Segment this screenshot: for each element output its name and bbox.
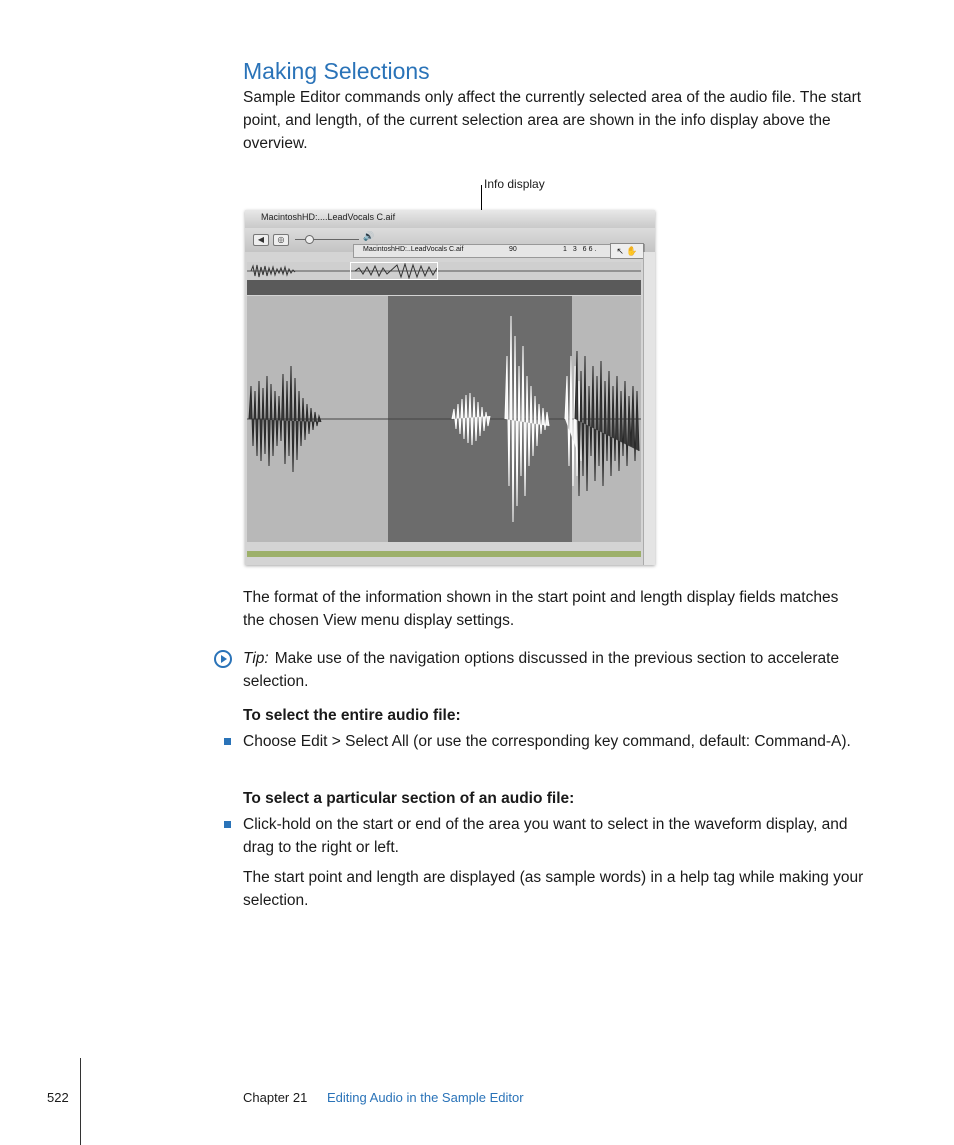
tip-arrow-icon: [214, 650, 232, 668]
callout-label: Info display: [484, 177, 545, 191]
footer-chapter-title: Editing Audio in the Sample Editor: [327, 1090, 524, 1105]
format-paragraph: The format of the information shown in the start point and length display fields matches the chosen View menu display settings.: [243, 589, 839, 629]
footer-chapter: Chapter 21: [243, 1090, 308, 1105]
vertical-scrollbar[interactable]: [643, 252, 655, 565]
region-bar: [247, 551, 641, 557]
help-tag-paragraph: The start point and length are displayed (as sample words) in a help tag while making your selection.: [243, 869, 864, 909]
bullet-select-all: Choose Edit > Select All (or use the corresponding key command, default: Command-A).: [243, 733, 851, 750]
tool-menu[interactable]: ↖ ✋: [610, 243, 644, 259]
tip-text: Make use of the navigation options discussed in the previous section to accelerate selection.: [243, 650, 840, 690]
volume-knob[interactable]: [305, 235, 314, 244]
speaker-icon: 🔊: [363, 231, 375, 241]
footer-divider: [80, 1058, 81, 1145]
loop-button[interactable]: ◎: [273, 234, 289, 246]
bullet-marker: [224, 821, 231, 828]
bullet-marker: [224, 738, 231, 745]
sample-editor-screenshot: [245, 210, 655, 565]
page-title: Making Selections: [243, 58, 430, 84]
intro-paragraph: Sample Editor commands only affect the currently selected area of the audio file. The start point, and length, of the current selection area are shown in the info display above the overview.: [243, 89, 862, 152]
overview-selection[interactable]: [350, 262, 438, 280]
task-heading-select-all: To select the entire audio file:: [243, 707, 461, 724]
tip-paragraph: [243, 647, 873, 693]
window-title: MacintoshHD:....LeadVocals C.aif: [261, 212, 396, 222]
task-heading-select-section: To select a particular section of an audio file:: [243, 790, 575, 807]
info-length: 1 3 66.: [563, 246, 599, 253]
info-start-point: 90: [509, 246, 517, 253]
overview-waveform: [247, 262, 641, 280]
ruler-bar: [247, 280, 641, 295]
info-filename: MacintoshHD:..LeadVocals C.aif: [363, 246, 464, 253]
bullet-select-section: Click-hold on the start or end of the area you want to select in the waveform display, and drag to the right or left.: [243, 816, 848, 856]
tip-label: Tip:: [243, 650, 269, 667]
page-number: 522: [47, 1090, 69, 1105]
rewind-button[interactable]: ◀: [253, 234, 269, 246]
waveform: [247, 296, 641, 542]
